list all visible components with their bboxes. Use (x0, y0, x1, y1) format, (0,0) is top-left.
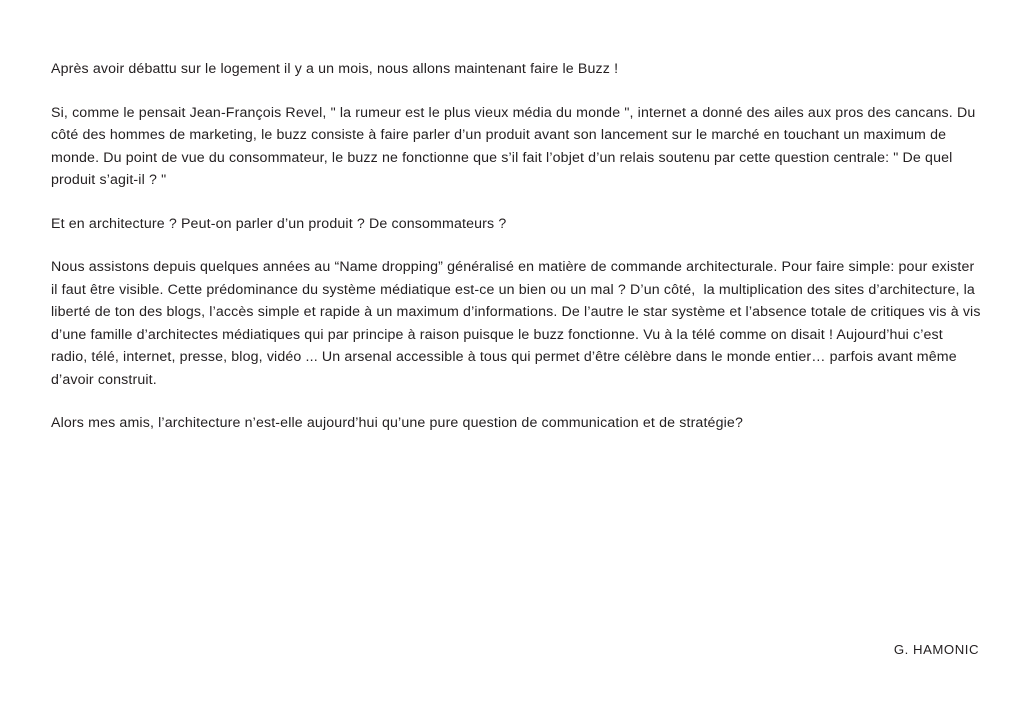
author-signature: G. HAMONIC (893, 642, 979, 657)
document-body (51, 58, 985, 435)
paragraph-2: Si, comme le pensait Jean-François Revel, " la rumeur est le plus vieux média du monde ", internet a donné des ailes aux pros des cancans. Du côté des hommes de marketing, le buzz consiste à faire parler d’un produit avant son lancement sur le marché en touchant un maximum de monde. Du point de vue du consommateur, le buzz ne fonctionne que s’il fait l’objet d’un relais soutenu par cette question centrale: " De quel produit s’agit-il ? " (51, 104, 980, 188)
paragraph-4: Nous assistons depuis quelques années au “Name dropping” généralisé en matière de commande architecturale. Pour faire simple: pour exister il faut être visible. Cette prédominance du système médiatique est-ce un bien ou un mal ? D’un côté, la multiplication des sites d’architecture, la liberté de ton des blogs, l’accès simple et rapide à un maximum d’informations. De l’autre le star système et l’absence totale de critiques vis à vis d’une famille d’architectes médiatiques qui par principe à raison puisque le buzz fonctionne. Vu à la télé comme on disait ! Aujourd’hui c’est radio, télé, internet, presse, blog, vidéo ... Un arsenal accessible à tous qui permet d’être célèbre dans le monde entier… parfois avant même d’avoir construit. (51, 259, 985, 388)
paragraph-1: Après avoir débattu sur le logement il y a un mois, nous allons maintenant faire le Buzz ! (51, 61, 619, 77)
paragraph-3: Et en architecture ? Peut-on parler d’un produit ? De consommateurs ? (51, 215, 507, 232)
paragraph-5: Alors mes amis, l’architecture n’est-elle aujourd’hui qu’une pure question de communication et de stratégie? (51, 415, 743, 431)
